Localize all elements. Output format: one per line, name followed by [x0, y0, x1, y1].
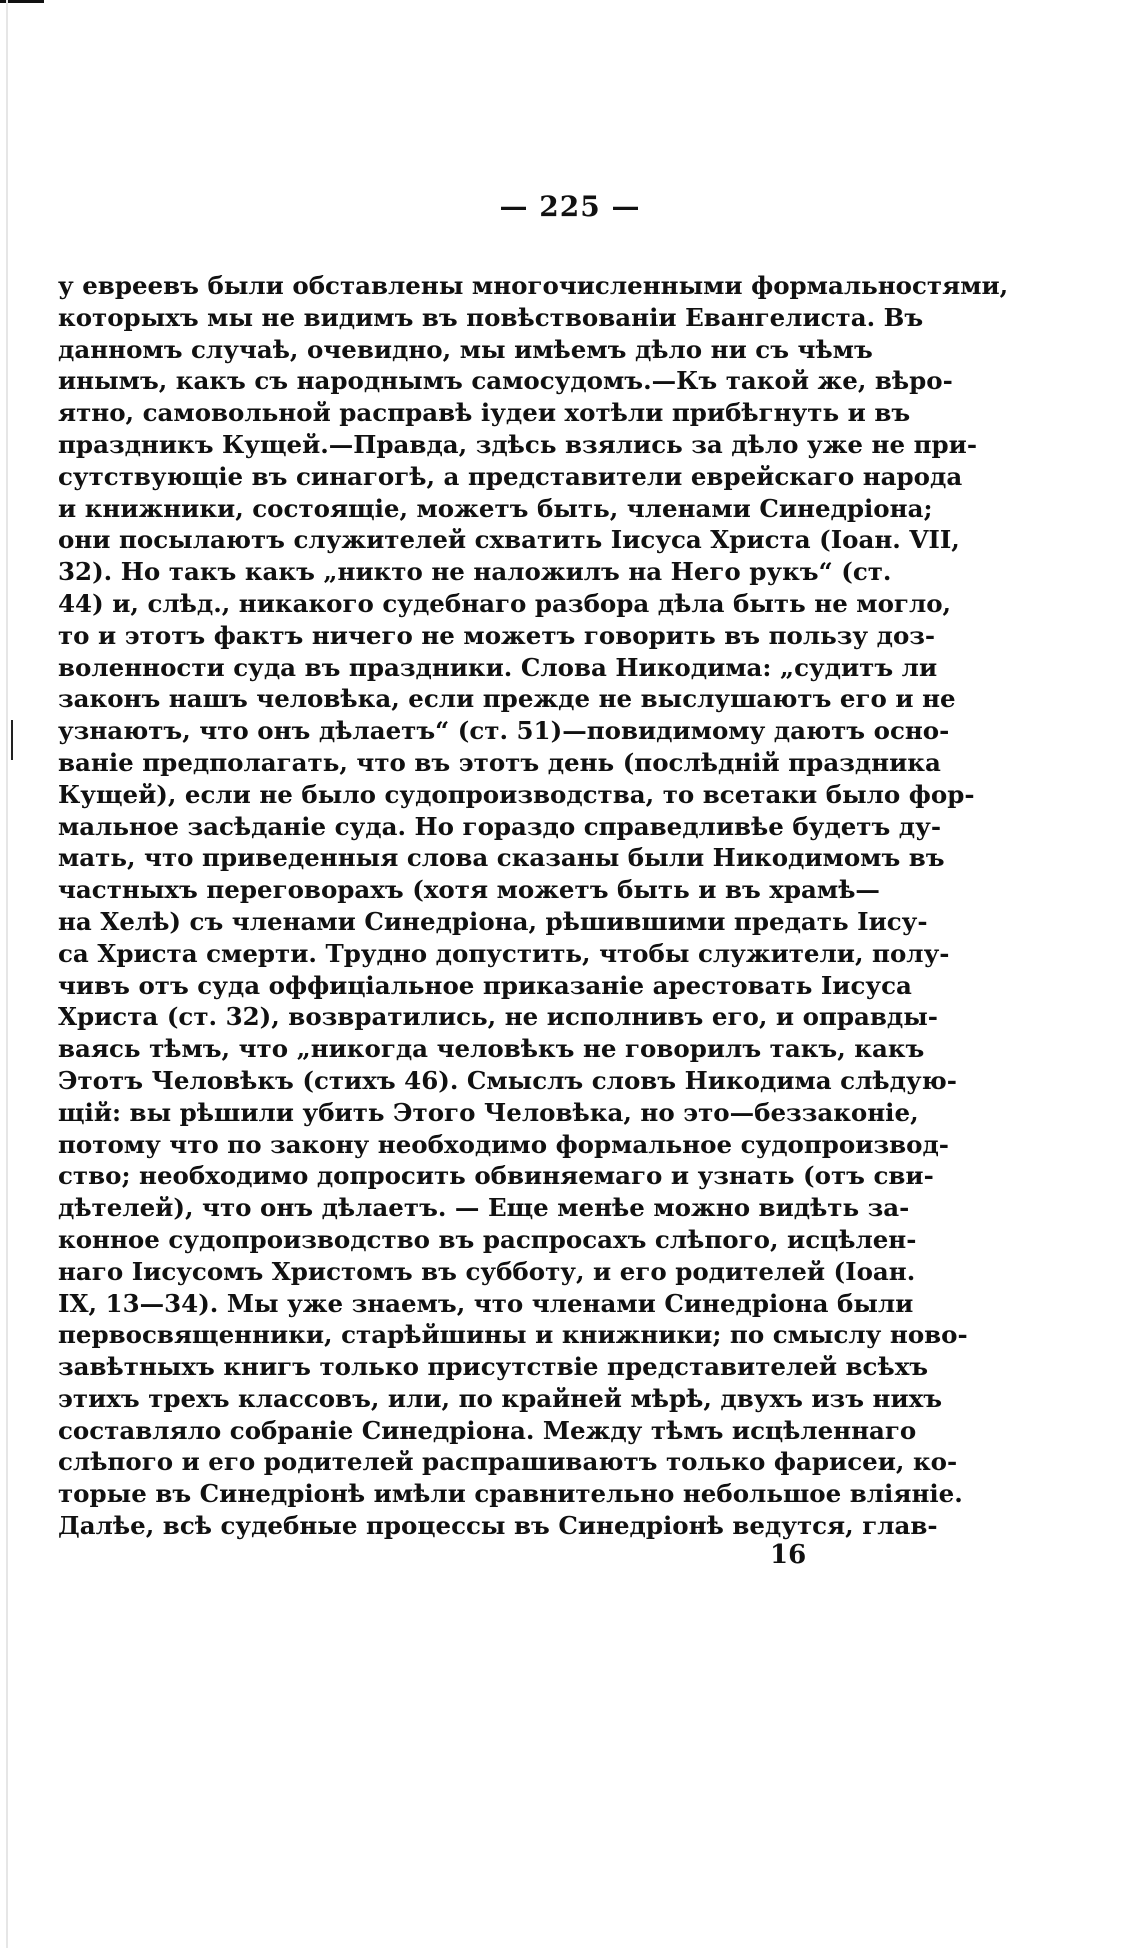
text-line: инымъ, какъ съ народнымъ самосудомъ.—Къ такой же, вѣро-: [58, 366, 953, 396]
text-line: Христа (ст. 32), возвратились, не исполнивъ его, и оправды-: [58, 1002, 938, 1032]
text-line: и книжники, состоящіе, можетъ быть, членами Синедріона;: [58, 493, 933, 523]
text-line: дѣтелей), что онъ дѣлаетъ. — Еще менѣе можно видѣть за-: [58, 1193, 910, 1223]
text-line: ство; необходимо допросить обвиняемаго и узнать (отъ сви-: [58, 1161, 934, 1191]
text-line: сутствующіе въ синагогѣ, а представители еврейскаго народа: [58, 461, 963, 491]
text-line: законъ нашъ человѣка, если прежде не выслушаютъ его и не: [58, 684, 956, 714]
text-line: Этотъ Человѣкъ (стихъ 46). Смыслъ словъ Никодима слѣдую-: [58, 1065, 957, 1095]
text-line: первосвященники, старѣйшины и книжники; по смыслу ново-: [58, 1320, 968, 1350]
text-line: IX, 13—34). Мы уже знаемъ, что членами Синедріона были: [58, 1288, 914, 1318]
text-line: Далѣе, всѣ судебные процессы въ Синедріонѣ ведутся, глав-: [58, 1511, 938, 1541]
text-line: у евреевъ были обставлены многочисленными формальностями,: [58, 271, 1009, 300]
text-line: слѣпого и его родителей распрашиваютъ только фарисеи, ко-: [58, 1447, 958, 1477]
text-line: воленности суда въ праздники. Слова Никодима: „судитъ ли: [58, 652, 938, 682]
text-line: ваніе предполагать, что въ этотъ день (послѣдній праздника: [58, 747, 941, 777]
text-line: чивъ отъ суда оффиціальное приказаніе арестовать Іисуса: [58, 970, 912, 1000]
page-body-text: [58, 270, 1009, 1542]
text-line: Кущей), если не было судопроизводства, то всетаки было фор-: [58, 779, 975, 809]
text-line: 44) и, слѣд., никакого судебнаго разбора дѣла быть не могло,: [58, 588, 952, 618]
text-line: узнаютъ, что онъ дѣлаетъ“ (ст. 51)—повидимому даютъ осно-: [58, 716, 950, 746]
signature-mark: 16: [770, 1540, 807, 1570]
text-line: ятно, самовольной расправѣ іудеи хотѣли прибѣгнуть и въ: [58, 398, 911, 428]
text-line: са Христа смерти. Трудно допустить, чтобы служители, полу-: [58, 938, 950, 968]
text-line: данномъ случаѣ, очевидно, мы имѣемъ дѣло ни съ чѣмъ: [58, 334, 873, 364]
text-line: завѣтныхъ книгъ только присутствіе представителей всѣхъ: [58, 1352, 929, 1382]
text-line: на Хелѣ) съ членами Синедріона, рѣшившими предать Іису-: [58, 906, 928, 936]
text-line: мать, что приведенныя слова сказаны были Никодимомъ въ: [58, 843, 945, 873]
text-line: конное судопроизводство въ распросахъ слѣпого, исцѣлен-: [58, 1224, 917, 1254]
margin-mark: [11, 720, 13, 760]
text-line: которыхъ мы не видимъ въ повѣствованіи Евангелиста. Въ: [58, 302, 924, 332]
text-line: то и этотъ фактъ ничего не можетъ говорить въ пользу доз-: [58, 620, 936, 650]
text-line: мальное засѣданіе суда. Но гораздо справедливѣе будетъ ду-: [58, 811, 941, 841]
text-line: они посылаютъ служителей схватить Іисуса Христа (Іоан. VII,: [58, 525, 960, 555]
page-edge-shadow: [6, 0, 8, 1948]
text-line: торые въ Синедріонѣ имѣли сравнительно небольшое вліяніе.: [58, 1479, 963, 1509]
text-line: ваясь тѣмъ, что „никогда человѣкъ не говорилъ такъ, какъ: [58, 1034, 925, 1064]
text-line: праздникъ Кущей.—Правда, здѣсь взялись за дѣло уже не при-: [58, 429, 978, 459]
text-line: потому что по закону необходимо формальное судопроизвод-: [58, 1129, 949, 1159]
text-line: этихъ трехъ классовъ, или, по крайней мѣрѣ, двухъ изъ нихъ: [58, 1383, 943, 1413]
text-line: частныхъ переговорахъ (хотя можетъ быть и въ храмѣ—: [58, 875, 880, 905]
text-line: 32). Но такъ какъ „никто не наложилъ на Него рукъ“ (ст.: [58, 557, 892, 587]
text-line: составляло собраніе Синедріона. Между тѣмъ исцѣленнаго: [58, 1415, 917, 1445]
page-number-header: — 225 —: [499, 190, 641, 223]
text-line: наго Іисусомъ Христомъ въ субботу, и его родителей (Іоан.: [58, 1256, 916, 1286]
text-line: щій: вы рѣшили убить Этого Человѣка, но это—беззаконіе,: [58, 1097, 919, 1127]
